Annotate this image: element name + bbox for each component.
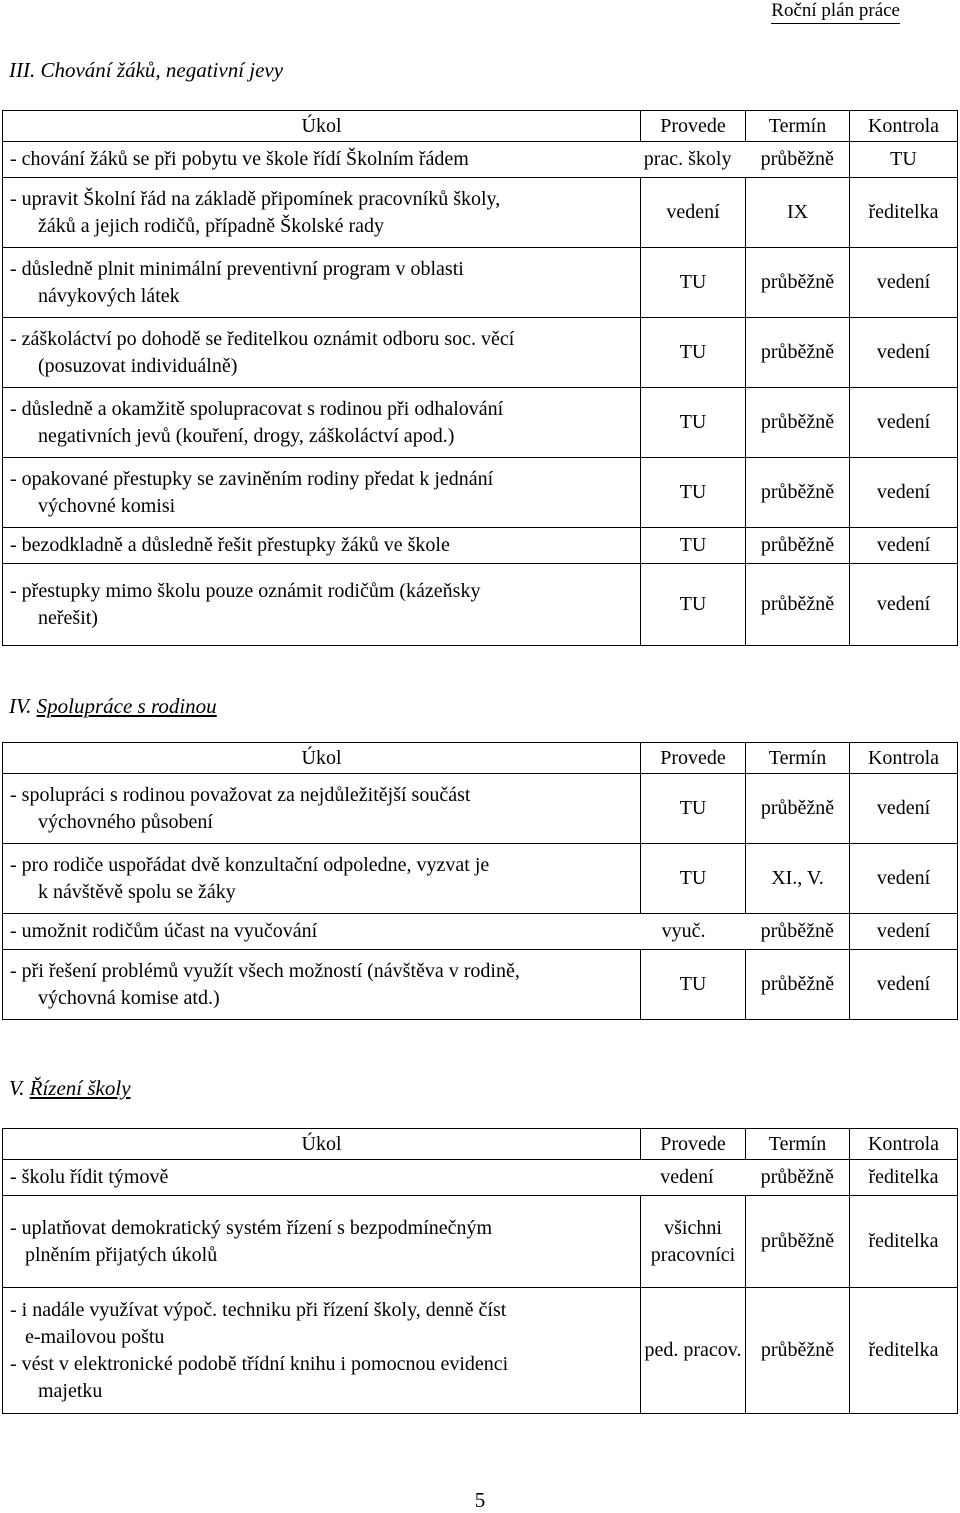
- section-4-table: [2, 742, 958, 1020]
- task-line: výchovné komisi: [38, 494, 176, 517]
- task-line: neřešit): [38, 606, 98, 629]
- who-cell: TU: [641, 458, 746, 528]
- task-cell: [3, 318, 641, 388]
- task-line: - důsledně a okamžitě spolupracovat s rodinou při odhalování: [10, 397, 504, 420]
- task-cell: [3, 388, 641, 458]
- section-4-title: [9, 694, 217, 719]
- section-5-title: [9, 1076, 131, 1101]
- col-header-who: Provede: [641, 743, 746, 774]
- task-line: - při řešení problémů využít všech možností (návštěva v rodině,: [10, 959, 520, 982]
- task-cell: [3, 950, 641, 1020]
- task-line: plněním přijatých úkolů: [25, 1243, 218, 1266]
- table-row: [3, 1160, 958, 1196]
- task-line: - i nadále využívat výpoč. techniku při řízení školy, denně číst: [10, 1298, 507, 1321]
- task-line: - uplatňovat demokratický systém řízení s bezpodmínečným: [10, 1216, 493, 1239]
- section-5-name: Řízení školy: [29, 1076, 131, 1100]
- when-cell: XI., V.: [746, 844, 850, 914]
- col-header-check: Kontrola: [850, 1129, 958, 1160]
- check-cell: vedení: [850, 528, 958, 564]
- col-header-check: Kontrola: [850, 111, 958, 142]
- task-cell: [3, 844, 641, 914]
- task-line: - spolupráci s rodinou považovat za nejdůležitější součást: [10, 783, 471, 806]
- task-line: - chování žáků se při pobytu ve škole řídí Školním řádem: [10, 148, 469, 170]
- table-row: [3, 914, 958, 950]
- section-3-title: III. Chování žáků, negativní jevy: [9, 58, 284, 82]
- when-cell: průběžně: [746, 388, 850, 458]
- task-cell: [3, 248, 641, 318]
- task-line: k návštěvě spolu se žáky: [38, 880, 236, 903]
- section-5-table: [2, 1128, 958, 1414]
- check-cell: vedení: [850, 388, 958, 458]
- task-cell: [3, 458, 641, 528]
- col-header-task: Úkol: [3, 111, 641, 142]
- when-cell: průběžně: [746, 142, 850, 178]
- task-cell: [3, 774, 641, 844]
- when-cell: průběžně: [746, 914, 850, 950]
- check-cell: ředitelka: [850, 1288, 958, 1414]
- col-header-check: Kontrola: [850, 743, 958, 774]
- who-cell: ped. pracov.: [641, 1288, 746, 1414]
- section-5-number: V.: [9, 1076, 25, 1100]
- task-cell: [3, 1196, 641, 1288]
- table-row: [3, 774, 958, 844]
- col-header-who: Provede: [641, 1129, 746, 1160]
- col-header-when: Termín: [746, 743, 850, 774]
- page-number: 5: [474, 1488, 486, 1512]
- when-cell: průběžně: [746, 774, 850, 844]
- check-cell: vedení: [850, 458, 958, 528]
- who-cell: TU: [641, 248, 746, 318]
- table-row: [3, 388, 958, 458]
- table-row: [3, 142, 958, 178]
- task-cell: [3, 142, 746, 178]
- section-4-name: Spolupráce s rodinou: [36, 694, 217, 718]
- task-cell: [3, 1288, 641, 1414]
- when-cell: IX: [746, 178, 850, 248]
- when-cell: průběžně: [746, 528, 850, 564]
- table-header-row: [3, 1129, 958, 1160]
- table-row: [3, 950, 958, 1020]
- who-line: všichni: [664, 1216, 722, 1239]
- section-3-table: [2, 110, 958, 646]
- task-line: negativních jevů (kouření, drogy, záškoláctví apod.): [38, 424, 455, 447]
- table-row: [3, 528, 958, 564]
- task-cell: [3, 914, 746, 950]
- section-4-number: IV.: [9, 694, 32, 718]
- task-line: (posuzovat individuálně): [38, 354, 238, 377]
- task-cell: [3, 564, 641, 646]
- col-header-when: Termín: [746, 111, 850, 142]
- task-cell: [3, 178, 641, 248]
- table-row: [3, 248, 958, 318]
- check-cell: vedení: [850, 950, 958, 1020]
- when-cell: průběžně: [746, 458, 850, 528]
- check-cell: TU: [850, 142, 958, 178]
- task-line: - školu řídit týmově: [10, 1166, 169, 1188]
- who-cell: TU: [641, 388, 746, 458]
- table-header-row: [3, 743, 958, 774]
- col-header-when: Termín: [746, 1129, 850, 1160]
- col-header-task: Úkol: [3, 743, 641, 774]
- table-row: [3, 1288, 958, 1414]
- who-cell: TU: [641, 318, 746, 388]
- task-line: e-mailovou poštu: [25, 1325, 165, 1348]
- col-header-task: Úkol: [3, 1129, 641, 1160]
- document-header-title: Roční plán práce: [771, 0, 900, 24]
- who-line: pracovníci: [650, 1243, 736, 1266]
- when-cell: průběžně: [746, 1288, 850, 1414]
- check-cell: vedení: [850, 248, 958, 318]
- task-line: - záškoláctví po dohodě se ředitelkou oznámit odboru soc. věcí: [10, 327, 515, 350]
- who-cell: TU: [641, 564, 746, 646]
- task-line: - přestupky mimo školu pouze oznámit rodičům (kázeňsky: [10, 579, 481, 602]
- check-cell: ředitelka: [850, 1196, 958, 1288]
- check-cell: ředitelka: [850, 178, 958, 248]
- task-line: - upravit Školní řád na základě připomínek pracovníků školy,: [10, 187, 501, 210]
- when-cell: průběžně: [746, 318, 850, 388]
- table-row: [3, 178, 958, 248]
- table-row: [3, 564, 958, 646]
- task-line: - opakované přestupky se zaviněním rodiny předat k jednání: [10, 467, 494, 490]
- when-cell: průběžně: [746, 950, 850, 1020]
- table-row: [3, 844, 958, 914]
- who-cell: [641, 1196, 746, 1288]
- table-row: [3, 318, 958, 388]
- who-cell: prac. školy: [643, 148, 732, 170]
- check-cell: vedení: [850, 774, 958, 844]
- task-line: - důsledně plnit minimální preventivní program v oblasti: [10, 257, 464, 280]
- table-row: [3, 1196, 958, 1288]
- when-cell: průběžně: [746, 1196, 850, 1288]
- task-line: - vést v elektronické podobě třídní knihu i pomocnou evidenci: [10, 1352, 509, 1375]
- when-cell: průběžně: [746, 1160, 850, 1196]
- task-line: návykových látek: [38, 284, 180, 307]
- table-header-row: [3, 111, 958, 142]
- table-row: [3, 458, 958, 528]
- who-cell: TU: [641, 774, 746, 844]
- check-cell: vedení: [850, 844, 958, 914]
- check-cell: ředitelka: [850, 1160, 958, 1196]
- who-cell: vedení: [641, 178, 746, 248]
- task-line: - pro rodiče uspořádat dvě konzultační odpoledne, vyzvat je: [10, 853, 490, 876]
- task-cell: [3, 528, 641, 564]
- who-cell: TU: [641, 528, 746, 564]
- check-cell: vedení: [850, 564, 958, 646]
- when-cell: průběžně: [746, 248, 850, 318]
- task-cell: [3, 1160, 746, 1196]
- who-cell: vyuč.: [661, 920, 706, 942]
- task-line: - umožnit rodičům účast na vyučování: [10, 920, 318, 942]
- check-cell: vedení: [850, 914, 958, 950]
- who-cell: TU: [641, 950, 746, 1020]
- task-line: - bezodkladně a důsledně řešit přestupky žáků ve škole: [10, 534, 450, 556]
- who-cell: vedení: [660, 1166, 714, 1188]
- check-cell: vedení: [850, 318, 958, 388]
- task-line: výchovná komise atd.): [38, 986, 220, 1009]
- col-header-who: Provede: [641, 111, 746, 142]
- task-line: žáků a jejich rodičů, případně Školské rady: [38, 214, 384, 237]
- task-line: výchovného působení: [38, 810, 213, 833]
- task-line: majetku: [38, 1379, 103, 1402]
- who-cell: TU: [641, 844, 746, 914]
- when-cell: průběžně: [746, 564, 850, 646]
